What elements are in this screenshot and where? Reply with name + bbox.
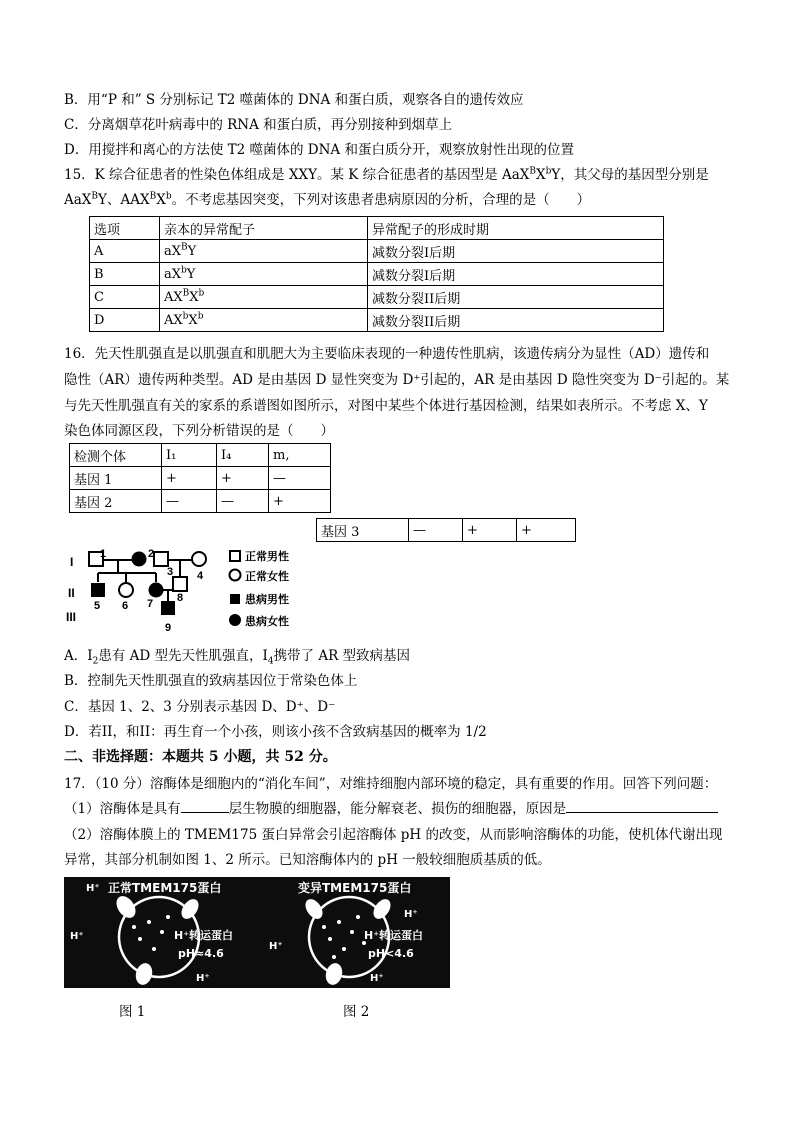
table-cell: 减数分裂II后期: [368, 286, 664, 309]
legend-affected-male-icon: [230, 594, 240, 604]
table-row: [90, 263, 664, 286]
lysosome-figure-drawing: [64, 877, 450, 988]
legend-label: 正常男性: [245, 550, 289, 563]
table-row: [70, 467, 331, 490]
proton-label: H⁺: [404, 909, 418, 920]
table-cell: A: [90, 240, 160, 263]
pedigree-chart: [64, 545, 314, 635]
table-header: 检测个体: [70, 444, 162, 467]
legend-label: 患病男性: [245, 593, 289, 606]
table-cell: +: [269, 490, 331, 513]
table-cell: B: [90, 263, 160, 286]
pedigree-legend: [229, 549, 289, 628]
table-cell: C: [90, 286, 160, 309]
table-cell: $AX^BX^b$: [160, 286, 368, 309]
table-cell: D: [90, 309, 160, 332]
legend-label: 患病女性: [245, 615, 289, 628]
individual-i3-normal-male: [154, 552, 168, 566]
q16-option-c: C．基因 1、2、3 分别表示基因 D、D⁺、D⁻: [64, 699, 336, 715]
individual-i4-normal-female: [192, 552, 206, 566]
table-row: [90, 309, 664, 332]
individual-number: 6: [122, 600, 129, 612]
table-cell: +: [162, 467, 217, 490]
table-cell: +: [463, 519, 517, 542]
table-cell: —: [269, 467, 331, 490]
individual-number: 9: [165, 622, 172, 634]
table-cell: $aX^BY$: [160, 240, 368, 263]
answer-blank[interactable]: [181, 812, 229, 813]
table-cell: 基因 3: [317, 519, 409, 542]
legend-affected-female-icon: [229, 614, 241, 626]
q17-part1: （1）溶酶体是具有 层生物膜的细胞器，能分解衰老、损伤的细胞器，原因是: [64, 799, 718, 819]
proton-label: H⁺: [269, 941, 283, 952]
individual-iii9-affected-male: [161, 601, 175, 615]
q16-gene-table-row3: [316, 518, 576, 542]
q17-stem: 17．（10 分）溶酶体是细胞内的“消化车间”，对维持细胞内部环境的稳定，具有重要的作用。回答下列问题：: [64, 776, 718, 792]
q15-stem-line1: 15．K 综合征患者的性染色体组成是 XXY。某 K 综合征患者的基因型是 $AaX^BX^bY$，其父母的基因型分别是: [64, 166, 709, 183]
q15-table: [89, 216, 664, 332]
q16-gene-table: [69, 443, 331, 513]
q17-part2-line1: （2）溶酶体膜上的 TMEM175 蛋白异常会引起溶酶体 pH 的改变，从而影响溶酶体的功能，使机体代谢出现: [64, 827, 723, 843]
table-cell: —: [162, 490, 217, 513]
individual-number: 4: [197, 570, 204, 582]
individual-ii6-normal-female: [119, 583, 133, 597]
q16-option-a: A．$I_2$患有 AD 型先天性肌强直，$I_4$携带了 AR 型致病基因: [64, 648, 411, 667]
table-cell: 基因 2: [70, 490, 162, 513]
q16-stem-line4: 染色体同源区段，下列分析错误的是（ ）: [64, 423, 334, 439]
table-header: 异常配子的形成时期: [368, 217, 664, 240]
table-row: [317, 519, 576, 542]
q16-option-d: D．若II，和II：再生育一个小孩，则该小孩不含致病基因的概率为 1/2: [64, 724, 487, 740]
individual-number: 1: [100, 548, 107, 560]
generation-label: III: [66, 610, 77, 624]
section-heading: 二、非选择题：本题共 5 小题，共 52 分。: [64, 749, 337, 765]
q14-option-d: D．用搅拌和离心的方法使 T2 噬菌体的 DNA 和蛋白质分开，观察放射性出现的位置: [64, 142, 574, 158]
proton-label: H⁺: [70, 931, 84, 942]
fig2-title: 变异TMEM175蛋白: [298, 881, 412, 895]
individual-number: 7: [147, 598, 154, 610]
table-cell: +: [217, 467, 269, 490]
table-cell: 减数分裂I后期: [368, 240, 664, 263]
table-header: m,: [269, 444, 331, 467]
individual-ii5-affected-male: [91, 583, 105, 597]
legend-normal-male-icon: [230, 551, 240, 561]
fig2-transporter-label: H⁺转运蛋白: [364, 929, 424, 942]
generation-label: I: [70, 555, 74, 569]
answer-blank[interactable]: [566, 812, 718, 813]
table-row: [90, 240, 664, 263]
fig1-transporter-label: H⁺转运蛋白: [174, 929, 234, 942]
q15-stem-line2: AaX$^B$Y、$AAX^BX^b$。不考虑基因突变，下列对该患者患病原因的分析，合理的是（ ）: [64, 191, 591, 208]
table-cell: $aX^bY$: [160, 263, 368, 286]
table-cell: 减数分裂I后期: [368, 263, 664, 286]
legend-label: 正常女性: [245, 570, 289, 583]
table-row: [90, 286, 664, 309]
q16-stem-line3: 与先天性肌强直有关的家系的系谱图如图所示，对图中某些个体进行基因检测，结果如表所示。不考虑 X、Y: [64, 398, 708, 414]
fig2-caption: 图 2: [343, 1004, 370, 1020]
lysosome-figure: [64, 877, 450, 988]
fig1-title: 正常TMEM175蛋白: [108, 881, 222, 895]
table-header: I₁: [162, 444, 217, 467]
table-cell: —: [409, 519, 463, 542]
fig1-caption: 图 1: [119, 1004, 146, 1020]
generation-label: II: [68, 586, 75, 600]
individual-number: 5: [94, 600, 101, 612]
table-cell: 基因 1: [70, 467, 162, 490]
table-header-row: [70, 444, 331, 467]
q16-option-b: B．控制先天性肌强直的致病基因位于常染色体上: [64, 673, 358, 689]
individual-number: 2: [148, 548, 155, 560]
table-row: [70, 490, 331, 513]
table-cell: —: [217, 490, 269, 513]
q14-option-b: B．用“P 和” S 分别标记 T2 噬菌体的 DNA 和蛋白质，观察各自的遗传效应: [64, 92, 524, 108]
proton-label: H⁺: [86, 883, 100, 894]
q14-option-c: C．分离烟草花叶病毒中的 RNA 和蛋白质，再分别接种到烟草上: [64, 117, 453, 133]
table-header: 选项: [90, 217, 160, 240]
proton-label: H⁺: [370, 973, 384, 984]
individual-i2-affected-female: [132, 552, 147, 567]
proton-label: H⁺: [196, 973, 210, 984]
q17-part2-line2: 异常，其部分机制如图 1、2 所示。已知溶酶体内的 pH 一般较细胞质基质的低。: [64, 852, 551, 868]
individual-number: 3: [167, 566, 174, 578]
individual-ii7-affected-female: [149, 583, 164, 598]
table-cell: +: [517, 519, 576, 542]
table-header: 亲本的异常配子: [160, 217, 368, 240]
fig1-ph-label: pH≈4.6: [178, 947, 224, 960]
table-cell: $AX^bX^b$: [160, 309, 368, 332]
table-header: I₄: [217, 444, 269, 467]
q16-stem-line2: 隐性（AR）遗传两种类型。AD 是由基因 D 显性突变为 D⁺引起的，AR 是由基因 D 隐性突变为 D⁻引起的。某: [64, 372, 730, 388]
individual-ii8-normal-male: [173, 577, 187, 591]
q16-stem-line1: 16．先天性肌强直是以肌强直和肌肥大为主要临床表现的一种遗传性肌病，该遗传病分为显性（AD）遗传和: [64, 346, 710, 362]
fig2-ph-label: pH<4.6: [368, 947, 414, 960]
individual-number: 8: [177, 592, 184, 604]
table-header-row: [90, 217, 664, 240]
legend-normal-female-icon: [230, 570, 241, 581]
table-cell: 减数分裂II后期: [368, 309, 664, 332]
